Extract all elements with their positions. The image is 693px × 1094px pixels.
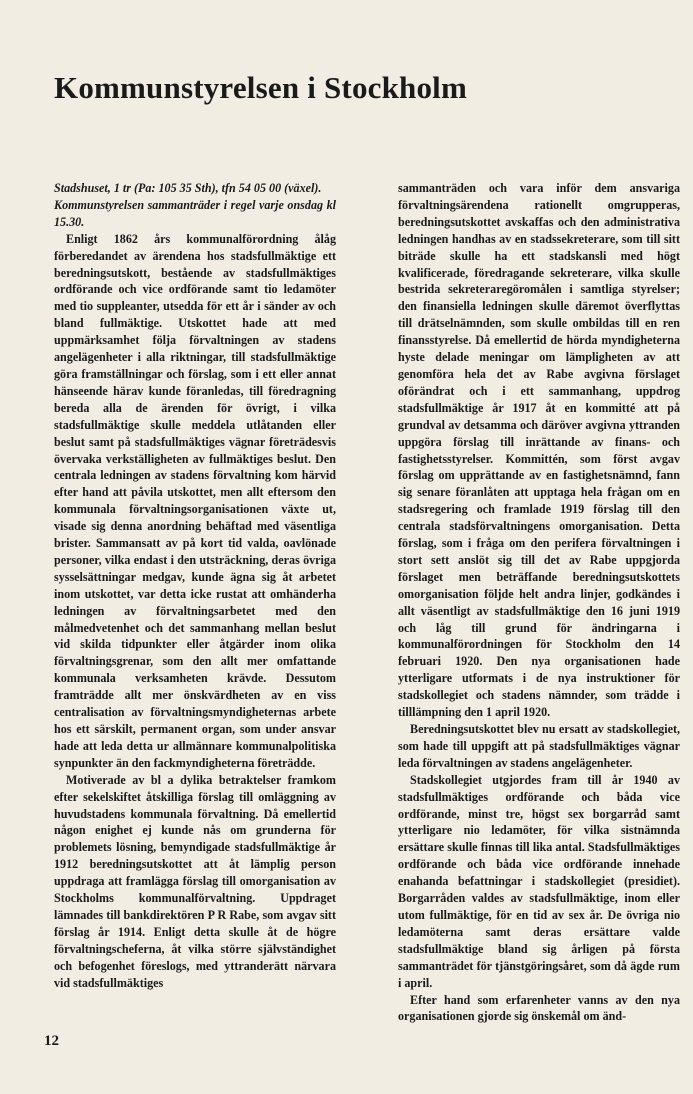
body-paragraph: Efter hand som erfarenheter vanns av den nya organisationen gjorde sig önskemål om änd-: [398, 992, 680, 1024]
body-paragraph: Beredningsutskottet blev nu ersatt av stadskollegiet, som hade till uppgift att på stadsfullmäktiges vägnar leda förvaltningen av stadens angelägenheter.: [398, 722, 680, 770]
body-paragraph: Motiverade av bl a dylika betraktelser framkom efter sekelskiftet åtskilliga förslag till omläggning av huvudstadens kommunala förvaltning. Då emellertid någon enighet ej kunde nås om grunderna för problemets lösning, bemyndigade stadsfullmäktige år 1912 beredningsutskottet att åt lämplig person uppdraga att framlägga förslag till omorganisation av Stockholms kommunalförvaltning. Uppdraget lämnades till bankdirektören P R Rabe, som avgav sitt förslag år 1914. Enligt detta skulle åt de högre förvaltningscheferna, åt vilka större självständighet och befogenhet föreslogs, med yttranderätt närvara vid stadsfullmäktiges: [54, 772, 336, 990]
meeting-info: Kommunstyrelsen sammanträder i regel varje onsdag kl 15.30.: [54, 197, 336, 229]
left-column: [54, 180, 336, 992]
page-number: 12: [44, 1033, 59, 1049]
right-column: [398, 180, 680, 1025]
body-paragraph: sammanträden och vara inför dem ansvariga förvaltningsärendena rationellt omgrupperas, beredningsutskottet avskaffas och den administrativa ledningen handhas av en stadssekreterare, som till sitt biträde skulle ha ett stadskansli med högt kvalificerade, föredragande sekreterare, vilka skulle bestrida sekreteraregöromålen i samtliga styrelser; den finansiella ledningen skulle däremot överflyttas till drätselnämnden, som skulle ombildas till en ren finansstyrelse. Då emellertid de hörda myndigheterna hyste delade meningar om lämpligheten av att genomföra hela det av Rabe avgivna förslaget oförändrat och i ett sammanhang, uppdrog stadsfullmäktige år 1917 åt en kommitté att på grundval av detsamma och däröver avgivna yttranden uppgöra förslag till inrättande av finans- och fastighetsstyrelser. Kommittén, som först avgav förslag om upprättande av en fastighetsnämnd, fann sig senare föranlåten att upptaga hela frågan om en stadsregering och framlade 1919 förslag till den centrala stadsförvaltningens omorganisation. Detta förslag, som i fråga om den perifera förvaltningen i stort sett anslöt sig till det av Rabe uppgjorda förslaget men beträffande beredningsutskottets omorganisation följde helt andra linjer, godkändes i allt väsentligt av stadsfullmäktige den 16 juni 1919 och låg till grund för ändringarna i kommunalförordningen för Stockholm den 14 februari 1920. Den nya organisationen hade ytterligare utformats i de nya instruktioner för stadskollegiet och stadens nämnder, som trädde i tilllämpning den 1 april 1920.: [398, 181, 680, 720]
body-paragraph: Enligt 1862 års kommunalförordning ålåg förberedandet av ärendena hos stadsfullmäktige ett beredningsutskott, bestående av stadsfullmäktiges ordförande och vice ordförande samt tio ledamöter med tio suppleanter, utsedda för ett år i sänder av och bland fullmäktige. Utskottet hade att med uppmärksamhet följa förvaltningen av stadens angelägenheter i alla riktningar, till stadsfullmäktige göra framställningar och förslag, som i ett eller annat hänseende härav kunde föranledas, till föredragning bereda alla de ärenden för övrigt, i vilka stadsfullmäktige skulle meddela utlåtanden eller beslut samt på stadsfullmäktiges vägnar företrädesvis övervaka verkställigheten av fullmäktiges beslut. Den centrala ledningen av stadens förvaltning kom härvid efter hand att påvila utskottet, men allt eftersom den kommunala förvaltningsorganisationen växte ut, visade sig denna anordning behäftad med väsentliga brister. Sammansatt av på kort tid valda, oavlönade personer, vilka endast i den utsträckning, deras övriga sysselsättningar medgav, kunde ägna sig åt arbetet inom utskottet, var detta icke rustat att omhänderha ledningen av förvaltningsarbetet med den målmedvetenhet och det sammanhang mellan beslut vid skilda tidpunkter eller åtgärder inom olika förvaltningsgrenar, som den allt mer omfattande kommunala verksamheten krävde. Dessutom framträdde allt mer önskvärdheten av en viss centralisation av förvaltningsmyndigheternas arbete hos ett särskilt, permanent organ, som under ansvar hade att leda detta ur allmännare kommunalpolitiska synpunkter än den fackmyndigheterna företrädde.: [54, 231, 336, 770]
body-paragraph: Stadskollegiet utgjordes fram till år 1940 av stadsfullmäktiges ordförande och båda vice ordförande, minst tre, högst sex borgarråd samt ytterligare nio ledamöter, för vilka sistnämnda ersättare skulle finnas till lika antal. Stadsfullmäktiges ordförande och båda vice ordförande innehade enahanda befattningar i stadskollegiet (presidiet). Borgarråden valdes av stadsfullmäktige, inom eller utom fullmäktige, för en tid av sex år. De övriga nio ledamöterna samt deras ersättare valde stadsfullmäktige bland sig årligen på första sammanträdet för tjänstgöringsåret, som då ägde rum i april.: [398, 772, 680, 990]
page-title: Kommunstyrelsen i Stockholm: [54, 70, 468, 105]
address-info: Stadshuset, 1 tr (Pa: 105 35 Sth), tfn 54 05 00 (växel).: [54, 181, 322, 195]
